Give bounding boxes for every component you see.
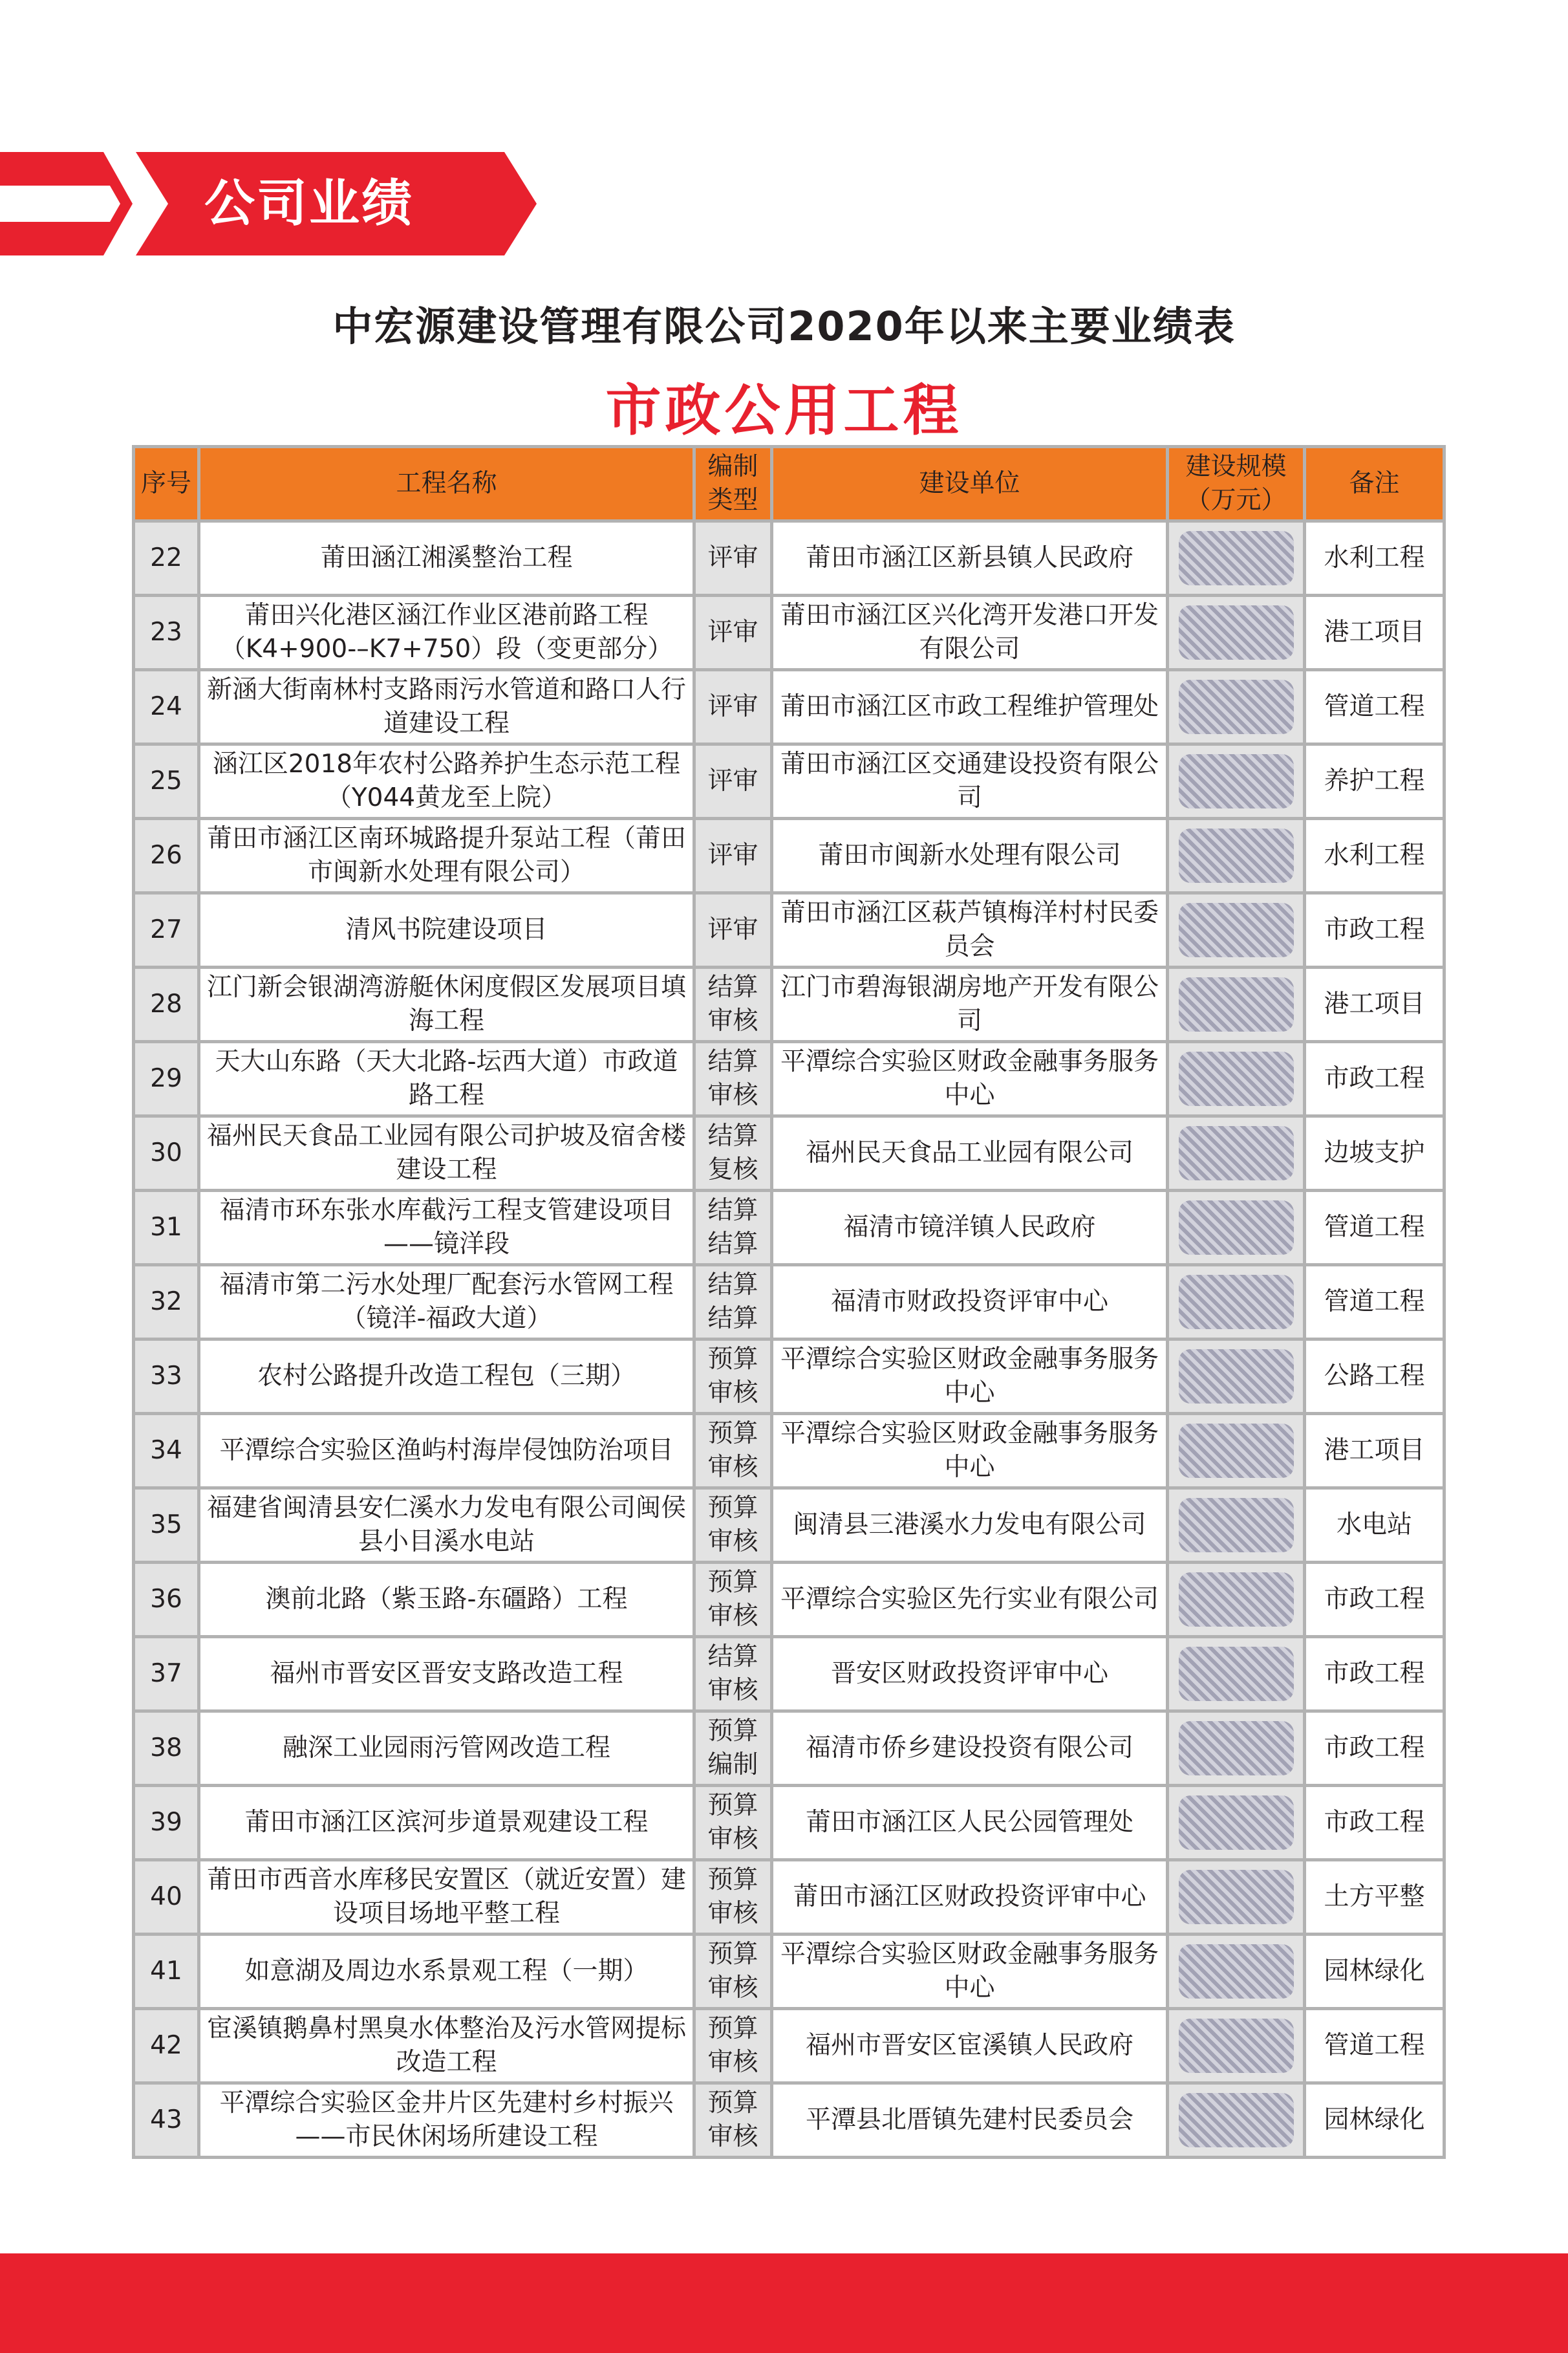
table-row <box>134 1191 1444 1265</box>
redacted-value-blur <box>1179 1795 1294 1850</box>
performance-table <box>132 445 1446 2159</box>
redacted-value-blur <box>1179 977 1294 1032</box>
row-seq: 29 <box>134 1042 199 1116</box>
redacted-value-blur <box>1179 2019 1294 2073</box>
row-seq: 37 <box>134 1637 199 1711</box>
table-row <box>134 1935 1444 2009</box>
table-row <box>134 1414 1444 1488</box>
table-row <box>134 1711 1444 1786</box>
row-seq: 34 <box>134 1414 199 1488</box>
row-note: 管道工程 <box>1305 1265 1444 1339</box>
table-row <box>134 819 1444 893</box>
banner-white-stripe <box>0 186 120 222</box>
row-owner-unit: 福州民天食品工业园有限公司 <box>772 1116 1168 1191</box>
redacted-value-blur <box>1179 531 1294 585</box>
row-compile-type: 预算审核 <box>694 1414 772 1488</box>
row-seq: 26 <box>134 819 199 893</box>
row-scale-redacted <box>1168 670 1305 744</box>
row-seq: 24 <box>134 670 199 744</box>
row-scale-redacted <box>1168 1414 1305 1488</box>
row-owner-unit: 平潭综合实验区财政金融事务服务中心 <box>772 1339 1168 1414</box>
row-owner-unit: 闽清县三港溪水力发电有限公司 <box>772 1488 1168 1563</box>
row-project-name: 莆田兴化港区涵江作业区港前路工程（K4+900-–K7+750）段（变更部分） <box>199 596 694 670</box>
row-owner-unit: 福州市晋安区宦溪镇人民政府 <box>772 2009 1168 2083</box>
row-project-name: 涵江区2018年农村公路养护生态示范工程（Y044黄龙至上院） <box>199 744 694 819</box>
row-note: 水电站 <box>1305 1488 1444 1563</box>
row-note: 港工项目 <box>1305 596 1444 670</box>
row-compile-type: 预算审核 <box>694 1339 772 1414</box>
redacted-value-blur <box>1179 1424 1294 1478</box>
row-compile-type: 评审 <box>694 596 772 670</box>
row-note: 水利工程 <box>1305 819 1444 893</box>
row-owner-unit: 平潭综合实验区先行实业有限公司 <box>772 1563 1168 1637</box>
redacted-value-blur <box>1179 829 1294 883</box>
redacted-value-blur <box>1179 1498 1294 1552</box>
footer-bar <box>0 2253 1568 2353</box>
table-row <box>134 1265 1444 1339</box>
document-subtitle: 市政公用工程 <box>605 378 963 443</box>
row-owner-unit: 莆田市涵江区萩芦镇梅洋村村民委员会 <box>772 893 1168 968</box>
row-project-name: 福州市晋安区晋安支路改造工程 <box>199 1637 694 1711</box>
header-note: 备注 <box>1305 447 1444 521</box>
row-note: 边坡支护 <box>1305 1116 1444 1191</box>
row-scale-redacted <box>1168 521 1305 596</box>
row-scale-redacted <box>1168 1786 1305 1860</box>
row-note: 市政工程 <box>1305 1786 1444 1860</box>
redacted-value-blur <box>1179 903 1294 957</box>
table-row <box>134 1339 1444 1414</box>
redacted-value-blur <box>1179 1721 1294 1775</box>
table-row <box>134 2009 1444 2083</box>
row-scale-redacted <box>1168 1637 1305 1711</box>
redacted-value-blur <box>1179 1052 1294 1106</box>
row-note: 港工项目 <box>1305 1414 1444 1488</box>
table-body <box>134 521 1444 2158</box>
table-row <box>134 893 1444 968</box>
row-scale-redacted <box>1168 968 1305 1042</box>
row-project-name: 农村公路提升改造工程包（三期） <box>199 1339 694 1414</box>
redacted-value-blur <box>1179 2093 1294 2147</box>
row-owner-unit: 平潭综合实验区财政金融事务服务中心 <box>772 1042 1168 1116</box>
row-compile-type: 预算审核 <box>694 1786 772 1860</box>
row-compile-type: 评审 <box>694 744 772 819</box>
row-seq: 28 <box>134 968 199 1042</box>
row-project-name: 福建省闽清县安仁溪水力发电有限公司闽侯县小目溪水电站 <box>199 1488 694 1563</box>
redacted-value-blur <box>1179 605 1294 660</box>
row-seq: 32 <box>134 1265 199 1339</box>
table-row <box>134 1042 1444 1116</box>
row-project-name: 江门新会银湖湾游艇休闲度假区发展项目填海工程 <box>199 968 694 1042</box>
row-owner-unit: 平潭综合实验区财政金融事务服务中心 <box>772 1935 1168 2009</box>
table-row <box>134 1860 1444 1935</box>
row-owner-unit: 福清市镜洋镇人民政府 <box>772 1191 1168 1265</box>
redacted-value-blur <box>1179 1275 1294 1329</box>
row-note: 公路工程 <box>1305 1339 1444 1414</box>
row-note: 管道工程 <box>1305 1191 1444 1265</box>
row-owner-unit: 平潭县北厝镇先建村民委员会 <box>772 2083 1168 2158</box>
row-note: 土方平整 <box>1305 1860 1444 1935</box>
row-note: 水利工程 <box>1305 521 1444 596</box>
row-compile-type: 结算复核 <box>694 1116 772 1191</box>
table-header-row <box>134 447 1444 521</box>
row-owner-unit: 莆田市涵江区兴化湾开发港口开发有限公司 <box>772 596 1168 670</box>
row-compile-type: 结算审核 <box>694 1637 772 1711</box>
row-project-name: 莆田市涵江区南环城路提升泵站工程（莆田市闽新水处理有限公司） <box>199 819 694 893</box>
row-owner-unit: 莆田市涵江区交通建设投资有限公司 <box>772 744 1168 819</box>
row-note: 园林绿化 <box>1305 1935 1444 2009</box>
table-row <box>134 521 1444 596</box>
row-scale-redacted <box>1168 2083 1305 2158</box>
row-scale-redacted <box>1168 1339 1305 1414</box>
row-owner-unit: 莆田市涵江区市政工程维护管理处 <box>772 670 1168 744</box>
row-project-name: 清风书院建设项目 <box>199 893 694 968</box>
row-seq: 30 <box>134 1116 199 1191</box>
row-scale-redacted <box>1168 1563 1305 1637</box>
row-scale-redacted <box>1168 1042 1305 1116</box>
section-badge-label: 公司业绩 <box>204 175 414 233</box>
row-note: 管道工程 <box>1305 670 1444 744</box>
row-seq: 41 <box>134 1935 199 2009</box>
table-row <box>134 1488 1444 1563</box>
row-project-name: 宦溪镇鹅鼻村黑臭水体整治及污水管网提标改造工程 <box>199 2009 694 2083</box>
redacted-value-blur <box>1179 754 1294 808</box>
table-row <box>134 1116 1444 1191</box>
row-project-name: 如意湖及周边水系景观工程（一期） <box>199 1935 694 2009</box>
row-seq: 38 <box>134 1711 199 1786</box>
row-seq: 33 <box>134 1339 199 1414</box>
row-compile-type: 预算审核 <box>694 1488 772 1563</box>
row-scale-redacted <box>1168 1116 1305 1191</box>
row-note: 管道工程 <box>1305 2009 1444 2083</box>
row-seq: 35 <box>134 1488 199 1563</box>
row-owner-unit: 福清市侨乡建设投资有限公司 <box>772 1711 1168 1786</box>
row-scale-redacted <box>1168 744 1305 819</box>
row-seq: 31 <box>134 1191 199 1265</box>
row-project-name: 莆田涵江湘溪整治工程 <box>199 521 694 596</box>
row-scale-redacted <box>1168 1860 1305 1935</box>
row-project-name: 莆田市涵江区滨河步道景观建设工程 <box>199 1786 694 1860</box>
row-project-name: 福州民天食品工业园有限公司护坡及宿舍楼建设工程 <box>199 1116 694 1191</box>
table-row <box>134 2083 1444 2158</box>
row-project-name: 融深工业园雨污管网改造工程 <box>199 1711 694 1786</box>
row-compile-type: 评审 <box>694 670 772 744</box>
row-seq: 39 <box>134 1786 199 1860</box>
table-row <box>134 670 1444 744</box>
header-scale: 建设规模（万元） <box>1168 447 1305 521</box>
redacted-value-blur <box>1179 1200 1294 1255</box>
row-scale-redacted <box>1168 596 1305 670</box>
row-seq: 40 <box>134 1860 199 1935</box>
redacted-value-blur <box>1179 1126 1294 1180</box>
table-row <box>134 1637 1444 1711</box>
redacted-value-blur <box>1179 1870 1294 1924</box>
document-title: 中宏源建设管理有限公司2020年以来主要业绩表 <box>332 303 1236 350</box>
row-note: 市政工程 <box>1305 1042 1444 1116</box>
row-compile-type: 预算审核 <box>694 1563 772 1637</box>
row-project-name: 平潭综合实验区金井片区先建村乡村振兴——市民休闲场所建设工程 <box>199 2083 694 2158</box>
header-type: 编制类型 <box>694 447 772 521</box>
row-seq: 23 <box>134 596 199 670</box>
row-owner-unit: 莆田市涵江区财政投资评审中心 <box>772 1860 1168 1935</box>
row-scale-redacted <box>1168 1935 1305 2009</box>
row-project-name: 新涵大街南林村支路雨污水管道和路口人行道建设工程 <box>199 670 694 744</box>
redacted-value-blur <box>1179 1349 1294 1404</box>
row-note: 市政工程 <box>1305 1637 1444 1711</box>
table-row <box>134 1563 1444 1637</box>
row-owner-unit: 莆田市闽新水处理有限公司 <box>772 819 1168 893</box>
row-seq: 42 <box>134 2009 199 2083</box>
row-scale-redacted <box>1168 2009 1305 2083</box>
row-note: 园林绿化 <box>1305 2083 1444 2158</box>
row-owner-unit: 晋安区财政投资评审中心 <box>772 1637 1168 1711</box>
header-name: 工程名称 <box>199 447 694 521</box>
row-owner-unit: 江门市碧海银湖房地产开发有限公司 <box>772 968 1168 1042</box>
row-note: 市政工程 <box>1305 1711 1444 1786</box>
row-scale-redacted <box>1168 1265 1305 1339</box>
header-seq: 序号 <box>134 447 199 521</box>
redacted-value-blur <box>1179 1647 1294 1701</box>
row-compile-type: 预算审核 <box>694 1860 772 1935</box>
header-unit: 建设单位 <box>772 447 1168 521</box>
redacted-value-blur <box>1179 680 1294 734</box>
row-seq: 43 <box>134 2083 199 2158</box>
row-owner-unit: 莆田市涵江区新县镇人民政府 <box>772 521 1168 596</box>
row-compile-type: 预算审核 <box>694 2009 772 2083</box>
row-compile-type: 评审 <box>694 521 772 596</box>
row-compile-type: 结算结算 <box>694 1191 772 1265</box>
row-project-name: 福清市环东张水库截污工程支管建设项目——镜洋段 <box>199 1191 694 1265</box>
row-compile-type: 评审 <box>694 893 772 968</box>
table-row <box>134 1786 1444 1860</box>
row-compile-type: 结算结算 <box>694 1265 772 1339</box>
redacted-value-blur <box>1179 1572 1294 1627</box>
row-seq: 27 <box>134 893 199 968</box>
row-note: 市政工程 <box>1305 893 1444 968</box>
row-owner-unit: 莆田市涵江区人民公园管理处 <box>772 1786 1168 1860</box>
row-project-name: 天大山东路（天大北路-坛西大道）市政道路工程 <box>199 1042 694 1116</box>
row-compile-type: 预算审核 <box>694 2083 772 2158</box>
table-row <box>134 744 1444 819</box>
row-seq: 25 <box>134 744 199 819</box>
row-scale-redacted <box>1168 1488 1305 1563</box>
row-seq: 22 <box>134 521 199 596</box>
row-project-name: 平潭综合实验区渔屿村海岸侵蚀防治项目 <box>199 1414 694 1488</box>
table-row <box>134 968 1444 1042</box>
table-row <box>134 596 1444 670</box>
row-compile-type: 预算编制 <box>694 1711 772 1786</box>
row-scale-redacted <box>1168 819 1305 893</box>
row-seq: 36 <box>134 1563 199 1637</box>
row-project-name: 莆田市西音水库移民安置区（就近安置）建设项目场地平整工程 <box>199 1860 694 1935</box>
row-note: 养护工程 <box>1305 744 1444 819</box>
row-compile-type: 结算审核 <box>694 1042 772 1116</box>
row-scale-redacted <box>1168 1711 1305 1786</box>
row-scale-redacted <box>1168 1191 1305 1265</box>
row-compile-type: 预算审核 <box>694 1935 772 2009</box>
row-owner-unit: 福清市财政投资评审中心 <box>772 1265 1168 1339</box>
row-scale-redacted <box>1168 893 1305 968</box>
row-project-name: 澳前北路（紫玉路-东礓路）工程 <box>199 1563 694 1637</box>
row-compile-type: 结算审核 <box>694 968 772 1042</box>
redacted-value-blur <box>1179 1944 1294 1999</box>
row-note: 市政工程 <box>1305 1563 1444 1637</box>
row-note: 港工项目 <box>1305 968 1444 1042</box>
row-owner-unit: 平潭综合实验区财政金融事务服务中心 <box>772 1414 1168 1488</box>
row-compile-type: 评审 <box>694 819 772 893</box>
row-project-name: 福清市第二污水处理厂配套污水管网工程（镜洋-福政大道） <box>199 1265 694 1339</box>
